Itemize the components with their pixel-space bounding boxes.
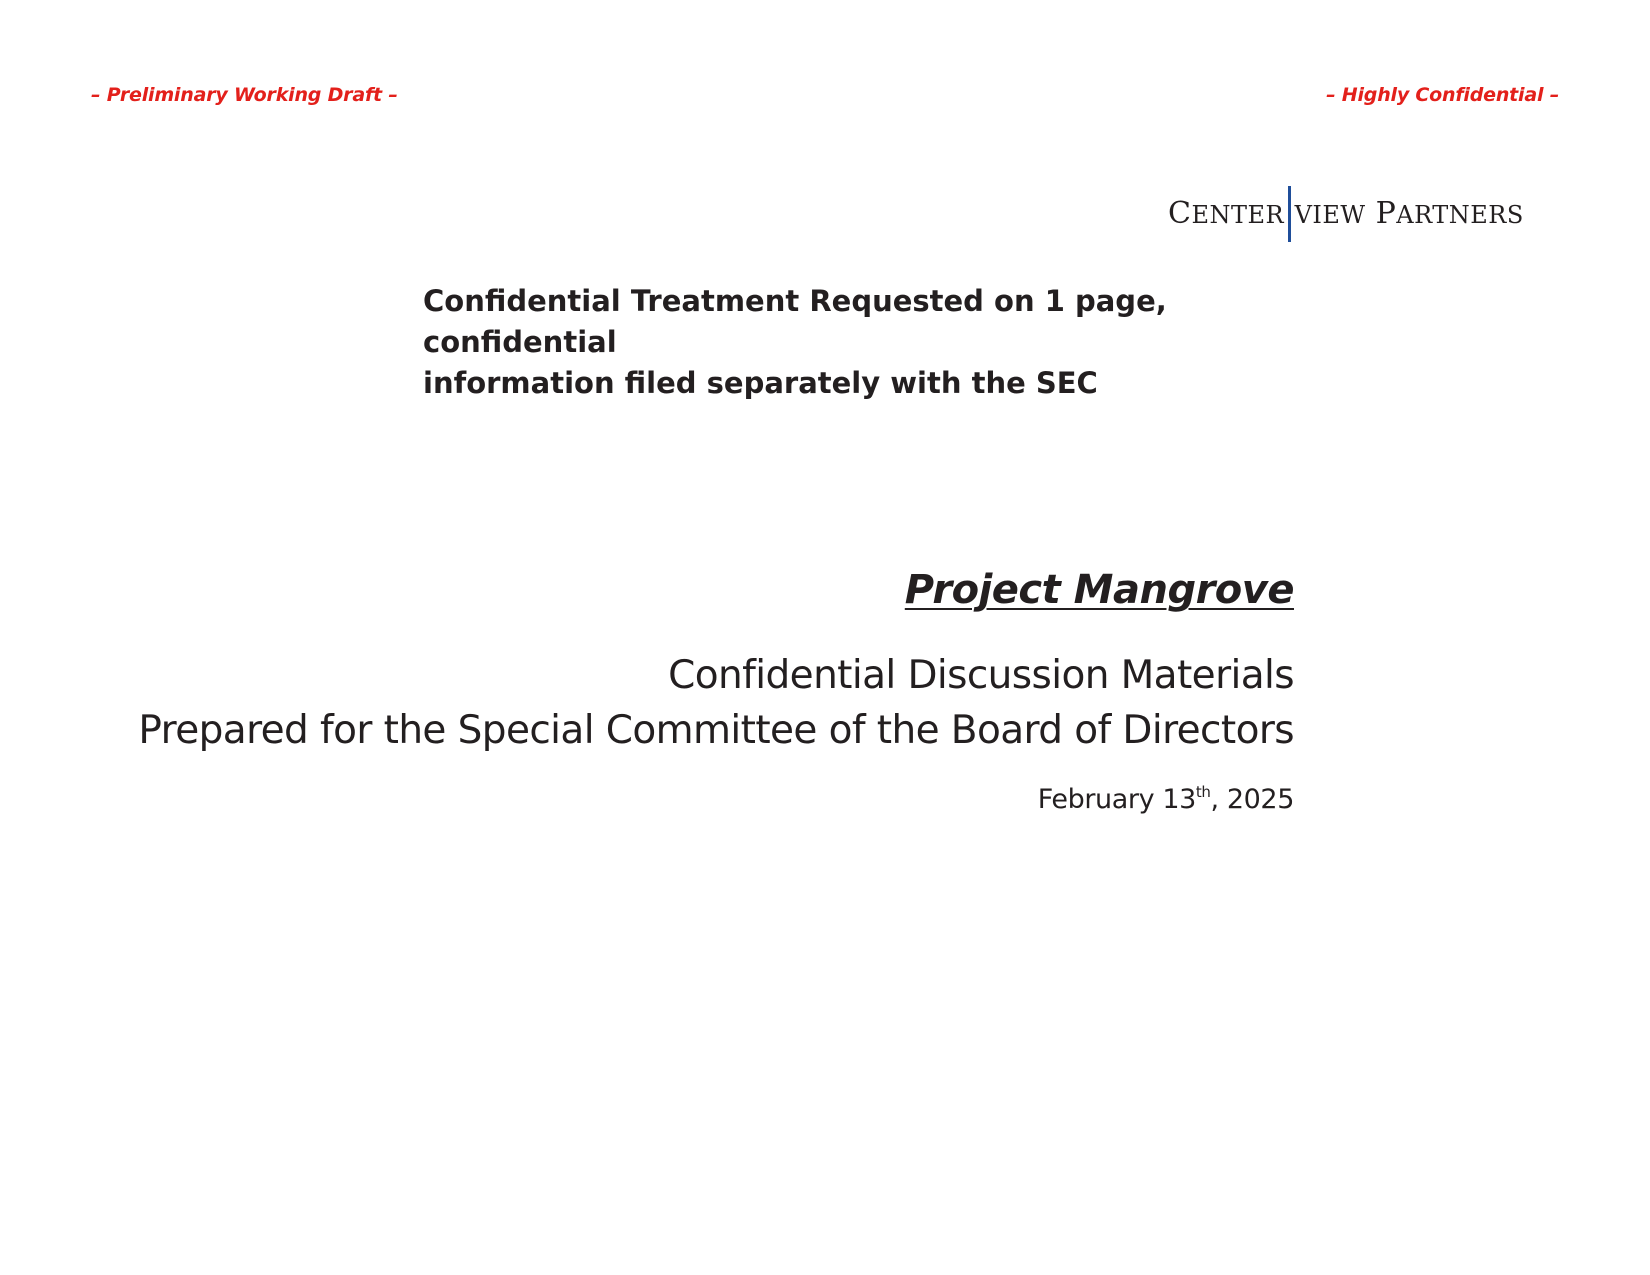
- subtitle-discussion-materials: Confidential Discussion Materials: [668, 653, 1294, 698]
- logo-view-word: VIEW: [1294, 201, 1366, 229]
- notice-line-1: Confidential Treatment Requested on 1 page, confidential: [423, 284, 1167, 359]
- centerview-partners-logo: [1168, 186, 1524, 242]
- logo-divider: [1288, 186, 1291, 242]
- subtitle-special-committee: Prepared for the Special Committee of the Board of Directors: [138, 708, 1294, 753]
- document-date: February 13th, 2025: [1037, 783, 1294, 815]
- notice-line-2: information filed separately with the SEC: [423, 366, 1098, 400]
- logo-center-word: CENTER: [1168, 196, 1285, 231]
- highly-confidential-marker: – Highly Confidential –: [1326, 84, 1559, 106]
- project-title: Project Mangrove: [904, 567, 1294, 613]
- preliminary-draft-marker: – Preliminary Working Draft –: [91, 84, 398, 106]
- logo-partners-word: PARTNERS: [1375, 196, 1524, 231]
- confidential-treatment-notice: [423, 281, 1353, 404]
